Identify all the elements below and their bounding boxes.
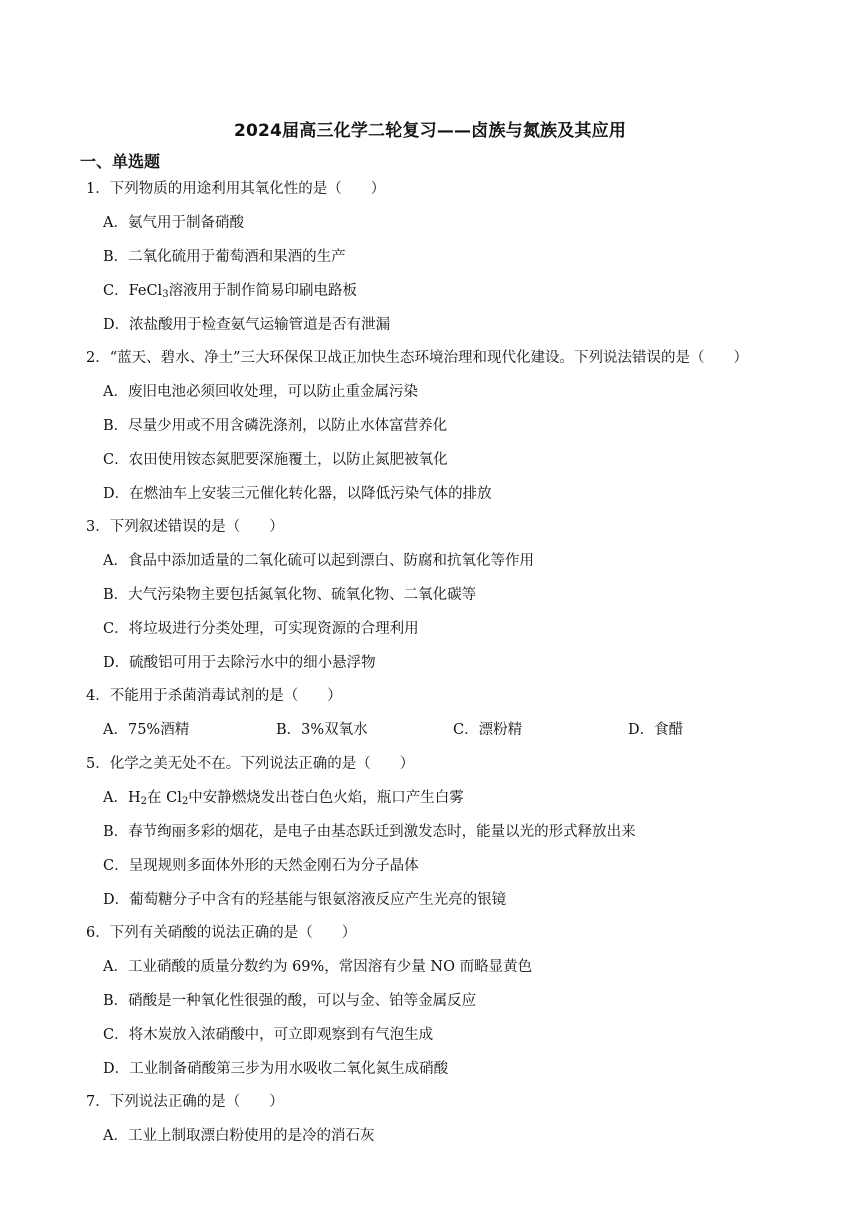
question-4-option-b: B．3%双氧水 [276, 722, 368, 738]
question-6-option-a: A．工业硝酸的质量分数约为 69%，常因溶有少量 NO 而略显黄色 [103, 959, 533, 975]
question-6-option-d: D．工业制备硝酸第三步为用水吸收二氧化氮生成硝酸 [103, 1061, 449, 1077]
question-4-option-a: A．75%酒精 [103, 722, 190, 738]
question-5-option-c: C．呈现规则多面体外形的天然金刚石为分子晶体 [103, 858, 419, 874]
question-3-option-d: D．硫酸铝可用于去除污水中的细小悬浮物 [103, 655, 376, 671]
question-7-stem: 7．下列说法正确的是（ ） [86, 1094, 284, 1110]
question-1-option-c: C．FeCl$_3$溶液用于制作简易印刷电路板 [103, 283, 358, 300]
question-6-option-b: B．硝酸是一种氧化性很强的酸，可以与金、铂等金属反应 [103, 993, 477, 1009]
question-6-option-c: C．将木炭放入浓硝酸中，可立即观察到有气泡生成 [103, 1027, 434, 1043]
question-5-option-d: D．葡萄糖分子中含有的羟基能与银氨溶液反应产生光亮的银镜 [103, 892, 507, 908]
question-2-option-d: D．在燃油车上安装三元催化转化器，以降低污染气体的排放 [103, 486, 492, 502]
question-1-option-d: D．浓盐酸用于检查氨气运输管道是否有泄漏 [103, 317, 391, 333]
question-1-stem: 1．下列物质的用途利用其氧化性的是（ ） [86, 181, 386, 197]
question-1-option-b: B．二氧化硫用于葡萄酒和果酒的生产 [103, 249, 346, 265]
question-7-option-a: A．工业上制取漂白粉使用的是冷的消石灰 [103, 1128, 375, 1144]
question-5-option-b: B．春节绚丽多彩的烟花，是电子由基态跃迁到激发态时，能量以光的形式释放出来 [103, 824, 636, 840]
section-heading: 一、单选题 [80, 152, 161, 171]
question-3-option-b: B．大气污染物主要包括氮氧化物、硫氧化物、二氧化碳等 [103, 587, 477, 603]
question-2-option-c: C．农田使用铵态氮肥要深施覆土，以防止氮肥被氧化 [103, 452, 448, 468]
question-2-stem: 2．“蓝天、碧水、净土”三大环保保卫战正加快生态环境治理和现代化建设。下列说法错误的是（ ） [86, 350, 749, 366]
question-2-option-b: B．尽量少用或不用含磷洗涤剂，以防止水体富营养化 [103, 418, 448, 434]
question-5-stem: 5．化学之美无处不在。下列说法正确的是（ ） [86, 756, 415, 772]
question-4-option-d: D．食醋 [628, 722, 684, 738]
document-title: 2024届高三化学二轮复习——卤族与氮族及其应用 [233, 121, 627, 141]
question-3-stem: 3．下列叙述错误的是（ ） [86, 519, 284, 535]
question-1-option-a: A．氨气用于制备硝酸 [103, 215, 244, 231]
question-2-option-a: A．废旧电池必须回收处理，可以防止重金属污染 [103, 384, 418, 400]
question-4-stem: 4．不能用于杀菌消毒试剂的是（ ） [86, 688, 342, 704]
question-6-stem: 6．下列有关硝酸的说法正确的是（ ） [86, 925, 357, 941]
question-3-option-c: C．将垃圾进行分类处理，可实现资源的合理利用 [103, 621, 419, 637]
question-5-option-a: A．$H_2$在 $Cl_2$中安静燃烧发出苍白色火焰，瓶口产生白雾 [103, 790, 464, 807]
question-3-option-a: A．食品中添加适量的二氧化硫可以起到漂白、防腐和抗氧化等作用 [103, 553, 534, 569]
question-4-option-c: C．漂粉精 [453, 722, 523, 738]
